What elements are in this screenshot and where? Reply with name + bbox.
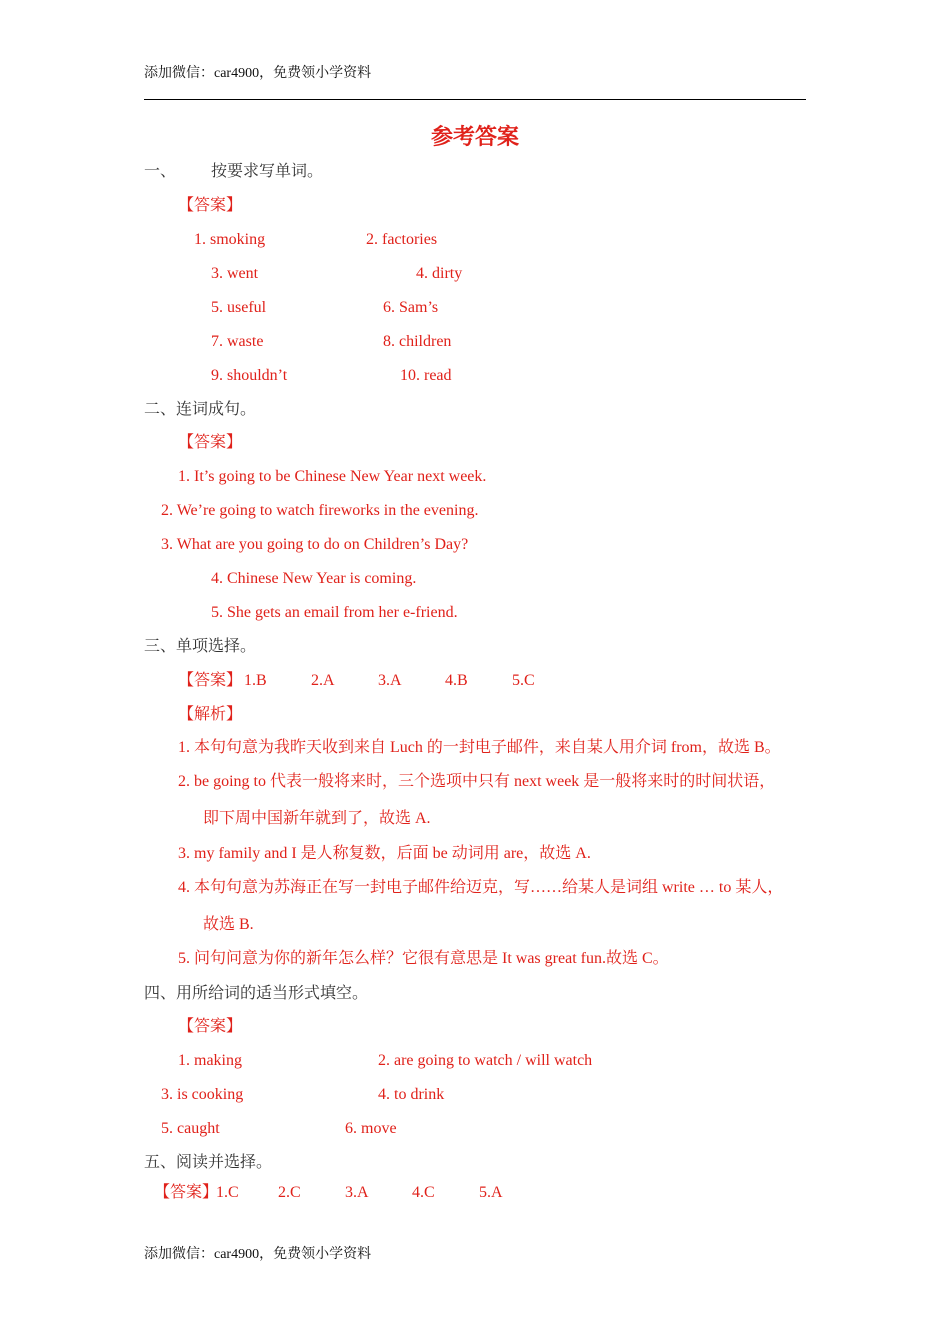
header-rule — [144, 99, 806, 100]
s5-answer: 5.A — [479, 1184, 503, 1201]
s1-answer: 6. Sam’s — [383, 299, 439, 316]
section-3-heading: 三、单项选择。 — [144, 638, 257, 655]
s3-answer: 1.B — [244, 672, 267, 689]
s4-answer: 4. to drink — [378, 1086, 445, 1103]
s2-answer: 4. Chinese New Year is coming. — [211, 570, 417, 587]
s4-answer: 3. is cooking — [161, 1086, 244, 1103]
section-4-heading: 四、用所给词的适当形式填空。 — [144, 985, 369, 1002]
section-1-answer-label: 【答案】 — [178, 197, 243, 214]
section-2-answer-label: 【答案】 — [178, 434, 243, 451]
s1-answer: 9. shouldn’t — [211, 367, 288, 384]
section-2-heading: 二、连词成句。 — [144, 401, 257, 418]
s1-answer: 3. went — [211, 265, 259, 282]
s3-answer: 3.A — [378, 672, 402, 689]
s2-answer: 3. What are you going to do on Children’s Day? — [161, 536, 469, 553]
section-3-answer-label: 【答案】 — [178, 672, 243, 689]
page-header: 添加微信：car4900，免费领小学资料 — [144, 66, 372, 81]
s3-analysis-line: 5. 问句问意为你的新年怎么样？它很有意思是 It was great fun.故选 C。 — [178, 950, 669, 967]
s4-answer: 1. making — [178, 1052, 242, 1069]
s4-answer: 2. are going to watch / will watch — [378, 1052, 593, 1069]
s1-answer: 1. smoking — [194, 231, 266, 248]
s5-answer: 4.C — [412, 1184, 435, 1201]
s3-analysis-line: 即下周中国新年就到了，故选 A. — [203, 810, 431, 827]
section-1-number: 一、 — [144, 163, 177, 180]
s1-answer: 4. dirty — [416, 265, 463, 282]
s5-answer: 3.A — [345, 1184, 369, 1201]
s2-answer: 5. She gets an email from her e-friend. — [211, 604, 458, 621]
section-4-answer-label: 【答案】 — [178, 1018, 243, 1035]
s3-answer: 2.A — [311, 672, 335, 689]
s5-answer: 2.C — [278, 1184, 301, 1201]
s4-answer: 5. caught — [161, 1120, 220, 1137]
s4-answer: 6. move — [345, 1120, 397, 1137]
section-5-answer-label: 【答案】 — [154, 1184, 219, 1201]
s3-analysis-line: 1. 本句句意为我昨天收到来自 Luch 的一封电子邮件，来自某人用介词 from，故选 B。 — [178, 739, 781, 756]
s1-answer: 2. factories — [366, 231, 438, 248]
s3-analysis-line: 2. be going to 代表一般将来时，三个选项中只有 next week 是一般将来时的时间状语， — [178, 773, 776, 790]
section-1-heading: 按要求写单词。 — [211, 163, 324, 180]
s3-analysis-line: 3. my family and I 是人称复数，后面 be 动词用 are，故选 A. — [178, 845, 591, 862]
s1-answer: 8. children — [383, 333, 452, 350]
section-3-analysis-label: 【解析】 — [178, 706, 243, 723]
section-5-heading: 五、阅读并选择。 — [144, 1154, 273, 1171]
s2-answer: 1. It’s going to be Chinese New Year next week. — [178, 468, 487, 485]
s3-analysis-line: 4. 本句句意为苏海正在写一封电子邮件给迈克，写……给某人是词组 write … to 某人， — [178, 879, 784, 896]
s3-answer: 5.C — [512, 672, 535, 689]
s1-answer: 10. read — [400, 367, 452, 384]
s3-analysis-line: 故选 B. — [203, 916, 254, 933]
s5-answer: 1.C — [216, 1184, 239, 1201]
s1-answer: 5. useful — [211, 299, 267, 316]
page-footer: 添加微信：car4900，免费领小学资料 — [144, 1247, 372, 1262]
page-title: 参考答案 — [431, 124, 520, 149]
s3-answer: 4.B — [445, 672, 468, 689]
s1-answer: 7. waste — [211, 333, 264, 350]
s2-answer: 2. We’re going to watch fireworks in the evening. — [161, 502, 479, 519]
